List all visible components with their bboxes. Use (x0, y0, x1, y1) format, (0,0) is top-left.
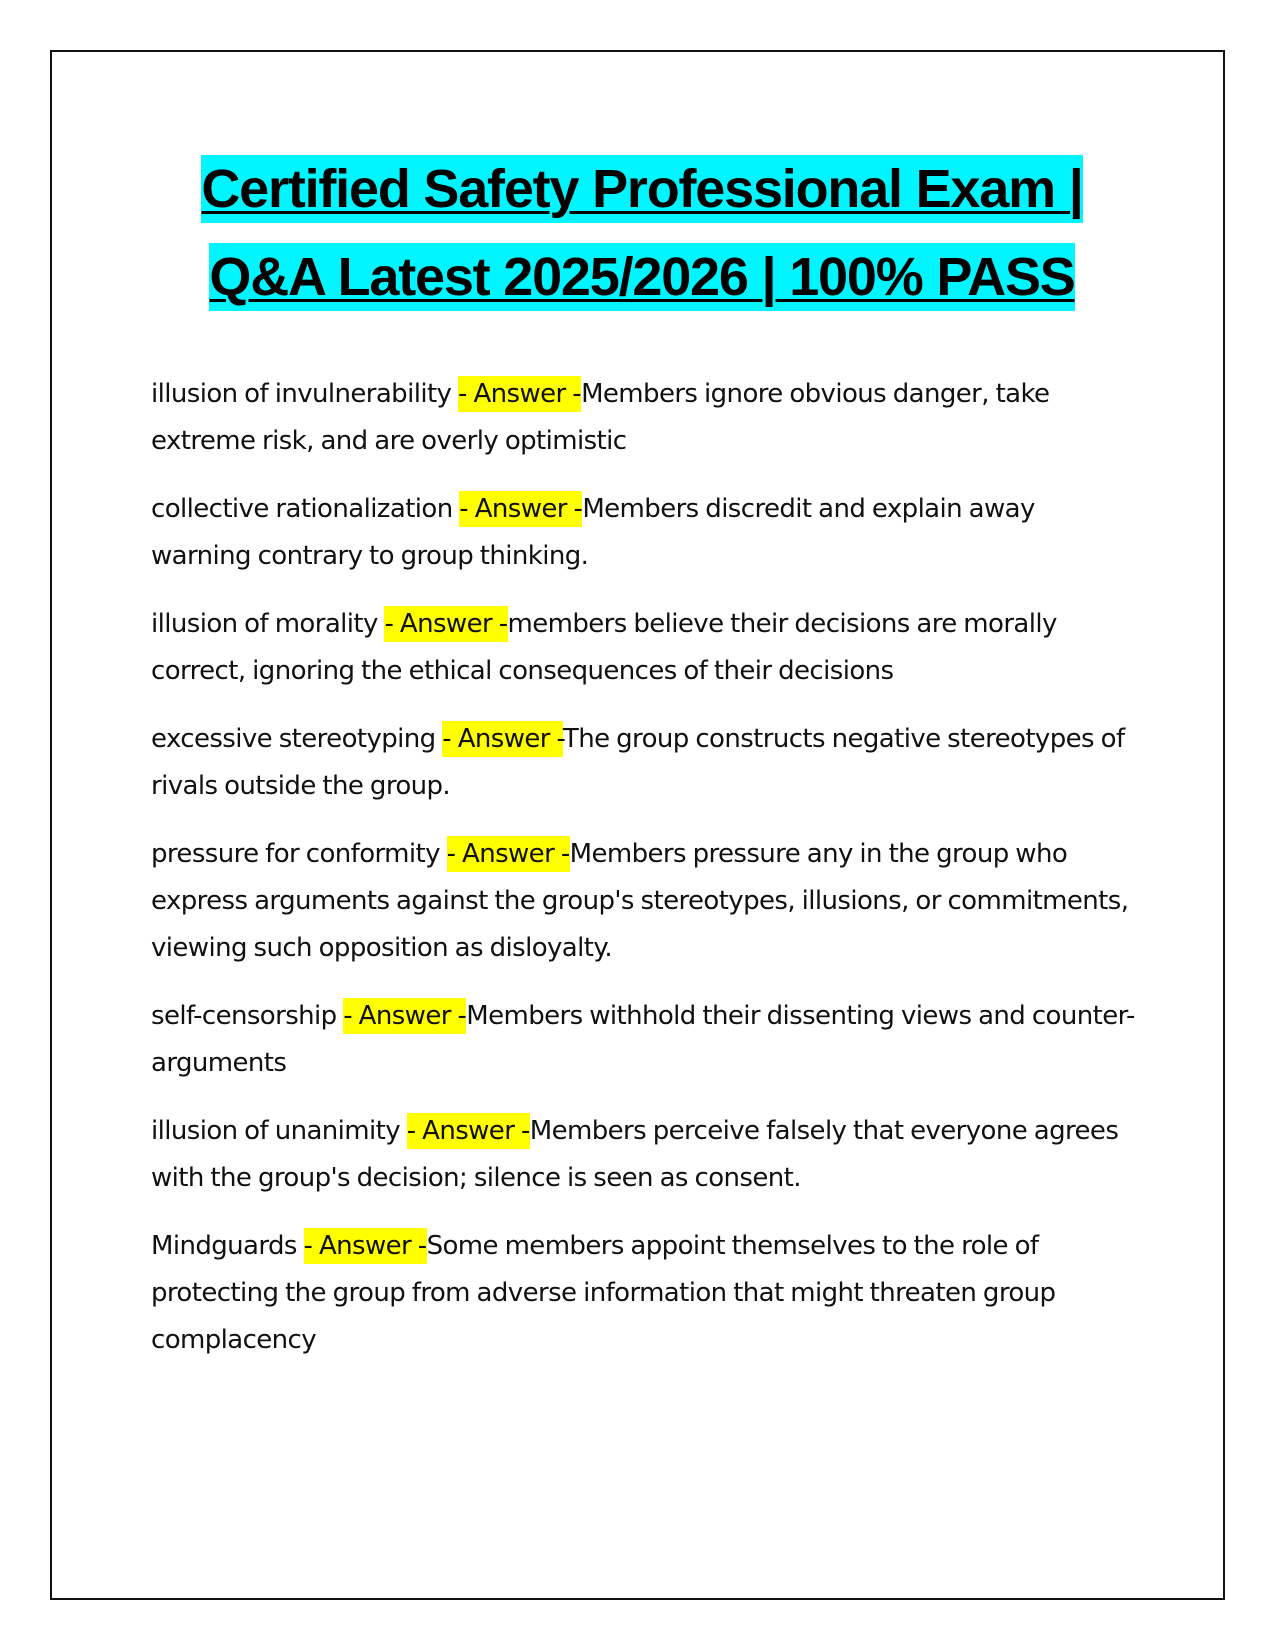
qa-term: pressure for conformity (151, 839, 447, 869)
answer-marker: - Answer - (343, 998, 466, 1034)
answer-marker: - Answer - (447, 836, 570, 872)
qa-item (151, 1223, 1136, 1364)
qa-item (151, 371, 1136, 465)
qa-term: illusion of unanimity (151, 1116, 407, 1146)
qa-definition: Members pressure any in the group who express arguments against the group's stereotypes, illusions, or commitments, viewing such opposition as disloyalty. (151, 839, 1129, 963)
document-title (152, 145, 1132, 321)
qa-list (151, 371, 1136, 1385)
answer-marker: - Answer - (304, 1228, 427, 1264)
answer-marker: - Answer - (459, 491, 582, 527)
qa-term: illusion of morality (151, 609, 385, 639)
qa-definition: Members withhold their dissenting views and counter-arguments (151, 1001, 1135, 1078)
qa-term: illusion of invulnerability (151, 379, 459, 409)
qa-definition: Members perceive falsely that everyone agrees with the group's decision; silence is seen as consent. (151, 1116, 1119, 1193)
answer-marker: - Answer - (407, 1113, 530, 1149)
qa-item (151, 831, 1136, 972)
answer-marker: - Answer - (442, 721, 563, 757)
qa-term: Mindguards (151, 1231, 304, 1261)
qa-item (151, 1108, 1136, 1202)
qa-definition: Some members appoint themselves to the role of protecting the group from adverse information that might threaten group complacency (151, 1231, 1056, 1355)
qa-term: collective rationalization (151, 494, 460, 524)
qa-definition: The group constructs negative stereotypes of rivals outside the group. (151, 724, 1125, 801)
title-line-1: Certified Safety Professional Exam | (201, 155, 1082, 223)
qa-term: self-censorship (151, 1001, 344, 1031)
qa-item (151, 716, 1136, 810)
qa-definition: Members discredit and explain away warning contrary to group thinking. (151, 494, 1035, 571)
qa-item (151, 601, 1136, 695)
title-line-2: Q&A Latest 2025/2026 | 100% PASS (209, 243, 1074, 311)
qa-definition: members believe their decisions are morally correct, ignoring the ethical consequences of their decisions (151, 609, 1057, 686)
qa-item (151, 993, 1136, 1087)
qa-term: excessive stereotyping (151, 724, 443, 754)
answer-marker: - Answer - (384, 606, 507, 642)
qa-definition: Members ignore obvious danger, take extreme risk, and are overly optimistic (151, 379, 1050, 456)
answer-marker: - Answer - (458, 376, 581, 412)
qa-item (151, 486, 1136, 580)
